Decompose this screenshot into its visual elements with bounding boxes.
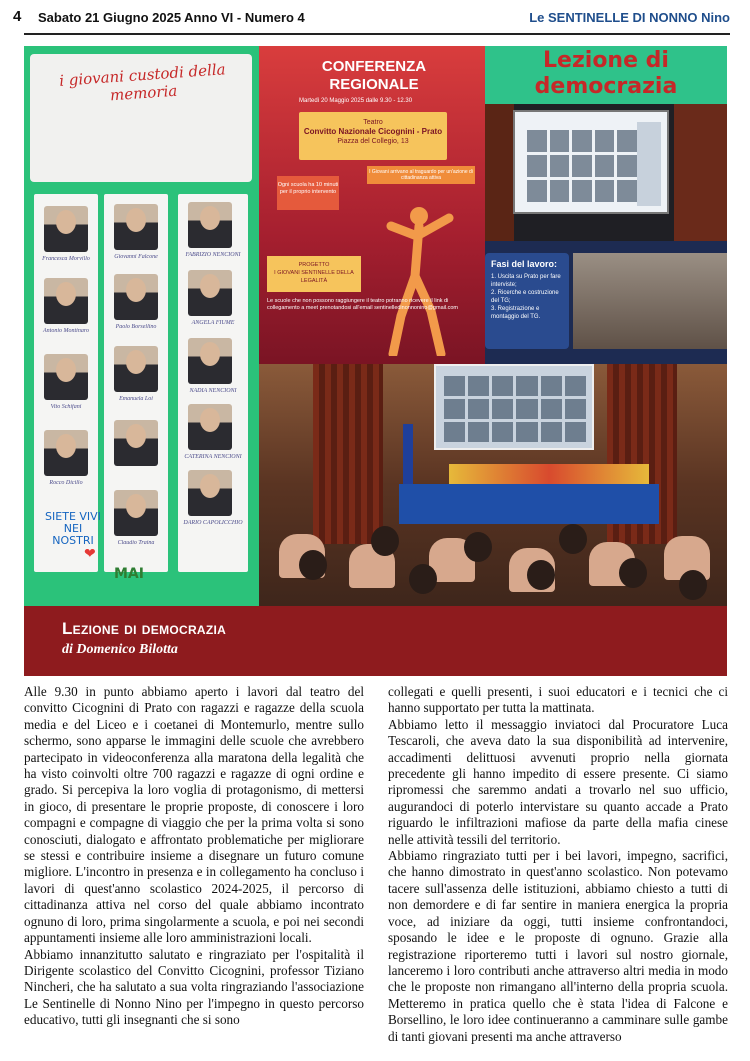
- strip-name: Francesca Morvillo: [42, 256, 90, 262]
- heart-icon: ❤: [84, 547, 96, 562]
- stage-banner: [449, 464, 649, 486]
- video-grid: [527, 130, 637, 202]
- lesson-title-text: [485, 48, 727, 100]
- poster-footer: Le scuole che non possono raggiungere il teatro potranno ricevere il link di collegamento a meet prenotandosi all'email sentinelledinonnonino@gmail.com: [267, 298, 458, 311]
- strip-name: CATERINA NENCIONI: [184, 454, 242, 460]
- project-name: I GIOVANI SENTINELLE DELLA LEGALITÀ: [274, 270, 354, 284]
- strip-name: DARIO CAPOLICCHIO: [183, 520, 243, 526]
- work-phases-card: [485, 253, 569, 349]
- article-paragraph: Alle 9.30 in punto abbiamo aperto i lavori dal teatro del convitto Cicognini di Prato con ragazzi e ragazze della scuola media e del Liceo e i coetanei di Montemurlo, mentre sullo schermo, sono apparse le immagini delle scuole che avrebbero partecipato in videoconferenza alla maratona della legalità che ha visto coinvolti oltre 700 ragazzi e ragazze di ogni ordine e grado. Si percepiva la loro voglia di protagonismo, di mettersi in gioco, di presentare le proprie proposte, di conoscere i loro compagni e compagne di viaggio che per la prima volta si sono conosciuti, dialogato e affrontato problematiche per migliorare se stessi e contribuire insieme a disegnare un futuro comune migliore. L'incontro in presenza e in collegamento ha concluso i lavori di quest'anno scolastico 2024-2025, il percorso di cittadinanza attiva nel corso del quale abbiamo incontrato ognuno di loro, prima singolarmente a scuola, e poi nei secondi appuntamenti insieme alle loro amministrazioni locali.: [24, 684, 364, 946]
- venue-address: Piazza del Collegio, 13: [337, 138, 409, 145]
- article-paragraph: collegati e quelli presenti, i suoi educatori e i tecnici che ci hanno supportato per tutta la mattinata.: [388, 684, 728, 716]
- poster-time-box: Ogni scuola ha 10 minuti per il proprio intervento: [277, 176, 339, 210]
- masthead: Le SENTINELLE DI NONNO Nino: [529, 10, 730, 25]
- runner-icon: [371, 196, 461, 356]
- venue-label: Teatro: [363, 119, 383, 126]
- strip-name: Claudio Traina: [117, 540, 155, 546]
- portrait: [114, 490, 158, 536]
- video-sidebar: [637, 122, 661, 206]
- project-label: PROGETTO: [298, 262, 330, 268]
- poster-project: [267, 256, 361, 292]
- venue-name: Convitto Nazionale Cicognini - Prato: [303, 127, 443, 136]
- strip-name: ANGELA FIUME: [191, 320, 235, 326]
- article-paragraph: Abbiamo innanzitutto salutato e ringraziato per l'ospitalità il Dirigente scolastico del Convitto Cicognini, professor Tiziano Nincheri, che ha salutato a sua volta ringraziando l'associazione Le Sentinelle di Nonno Nino per l'impegno in questo percorso educativo, tutti gli insegnanti che si sono: [24, 946, 364, 1028]
- work-phase-step: 2. Ricerche e costruzione del TG;: [491, 290, 559, 304]
- videoconference-photo: [485, 104, 727, 241]
- strip-name: Rocco Dicillo: [49, 480, 83, 486]
- portrait: [114, 346, 158, 392]
- slogan-text: SIETE VIVI NEI NOSTRI: [45, 510, 101, 547]
- strip-name: Antonio Montinaro: [43, 328, 89, 334]
- article-paragraph: Abbiamo ringraziato tutti per i bei lavori, impegno, sacrifici, che hanno dimostrato in quest'anno scolastico. Non potevamo tacere sull'assenza delle istituzioni, abbiamo chiesto a tutti di non demordere e di far sentire in maniera energica la propria voce, ad iniziare da oggi, tutti insieme confrontandoci, sposando le idee e le proposte di ognuno. Grazie alla registrazione riporteremo tutti i lavori sul nostro giornale, lanceremo i loro contributi anche attraverso altri media in modo che le proposte non rimangano all'interno della propria scuola. Metteremo in pratica quello che è stata l'idea di Falcone e Borsellino, le loro idee continueranno a camminare sulle gambe di tanti giovani presenti ma anche attraverso: [388, 848, 728, 1044]
- article-paragraph: Abbiamo letto il messaggio inviatoci dal Procuratore Luca Tescaroli, che aveva dato la sua disponibilità ad intervenire, accadimenti delittuosi avvenuti proprio nella giornata precedente gli hanno impedito di essere presente. Ci siamo ripromessi che saremmo andati a trovarlo nel suo ufficio, augurandoci di poterlo intervistare su quanto accade a Prato riguardo le infiltrazioni mafiose da parte della mafia cinese nelle attività tessili del territorio.: [388, 716, 728, 847]
- slogan-end: MAI: [114, 566, 144, 582]
- lesson-title-line2: democrazia: [534, 74, 678, 99]
- portrait: [114, 274, 158, 320]
- article-title: Lezione di democrazia: [62, 619, 227, 638]
- strip-name: Vito Schifani: [50, 404, 82, 410]
- portrait-strip-middle: [104, 194, 168, 572]
- article-column-right: [388, 684, 728, 1045]
- strip-name: Paolo Borsellino: [115, 324, 157, 330]
- strip-name: FABRIZIO NENCIONI: [185, 252, 241, 258]
- strip-name: NADIA NENCIONI: [189, 388, 237, 394]
- photo-collage: [24, 46, 727, 606]
- students-photo: [573, 253, 727, 349]
- work-phases-title: Fasi del lavoro:: [491, 259, 558, 269]
- strip-name: Emanuela Loi: [119, 396, 153, 402]
- lesson-title-panel: [485, 46, 727, 104]
- article-byline: di Domenico Bilotta: [62, 642, 178, 657]
- portrait: [114, 420, 158, 466]
- page-header: [10, 8, 730, 30]
- theater-photo: [259, 364, 727, 606]
- poster-title: CONFERENZA REGIONALE: [321, 58, 427, 93]
- memory-banner-photo: [24, 46, 259, 606]
- poster-date: Martedì 20 Maggio 2025 dalle 9.30 - 12.30: [299, 98, 413, 104]
- portrait: [188, 202, 232, 248]
- issue-line: Sabato 21 Giugno 2025 Anno VI - Numero 4: [38, 10, 305, 25]
- article-title-band: [24, 606, 727, 676]
- portrait: [44, 354, 88, 400]
- poster-tagline: I Giovani arrivano al traguardo per un'azione di cittadinanza attiva: [367, 166, 475, 184]
- banner-sheet: [30, 54, 252, 182]
- work-phase-step: 1. Uscita su Prato per fare interviste;: [491, 274, 561, 288]
- work-phase-step: 3. Registrazione e montaggio del TG.: [491, 306, 541, 320]
- banner-title: i giovani custodi della memoria: [58, 60, 227, 105]
- audience: [259, 514, 727, 606]
- portrait: [188, 338, 232, 384]
- article-column-left: [24, 684, 364, 1029]
- portrait: [44, 278, 88, 324]
- poster-venue: [299, 112, 447, 160]
- projector-screen: [513, 110, 669, 214]
- portrait: [44, 430, 88, 476]
- page-number: 4: [13, 8, 22, 25]
- portrait: [188, 470, 232, 516]
- portrait-strip-right: [178, 194, 248, 572]
- conference-poster: [259, 46, 485, 364]
- lesson-title-line1: Lezione di: [543, 48, 669, 73]
- portrait: [114, 204, 158, 250]
- strip-name: Giovanni Falcone: [114, 254, 158, 260]
- portrait: [44, 206, 88, 252]
- portrait: [188, 270, 232, 316]
- header-rule: [24, 33, 730, 35]
- strip-name: [108, 470, 164, 478]
- theater-screen: [434, 364, 594, 450]
- work-phases-panel: [485, 241, 727, 364]
- portrait: [188, 404, 232, 450]
